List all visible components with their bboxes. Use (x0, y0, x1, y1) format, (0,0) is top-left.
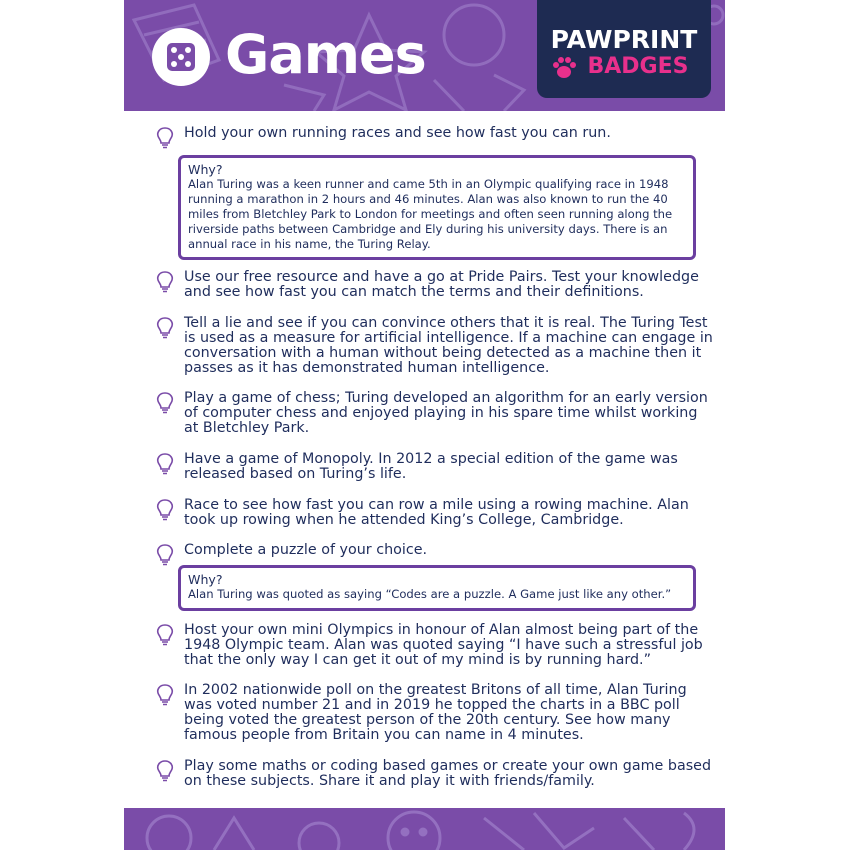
header-banner (124, 0, 725, 111)
pawprint-badges-logo (537, 0, 711, 98)
item-text: Play some maths or coding based games or create your own game based on these subjects. Share it and play it with friends/family. (184, 758, 712, 789)
item-text: Race to see how fast you can row a mile using a rowing machine. Alan took up rowing when he attended King’s College, Cambridge. (184, 497, 689, 528)
lightbulb-icon (154, 683, 176, 707)
footer-decoration (124, 808, 725, 850)
lightbulb-icon (154, 126, 176, 150)
page (124, 0, 725, 850)
logo-text-badges: BADGES (587, 54, 689, 79)
why-title: Why? (188, 162, 223, 177)
why-body: Alan Turing was a keen runner and came 5th in an Olympic qualifying race in 1948 running a marathon in 2 hours and 46 minutes. Alan was also known to run the 40 miles from Bletchley Park to London for meetings and often seen running along the riverside paths between Cambridge and Ely during his university days. There is an annual race in his name, the Turing Relay. (188, 177, 673, 251)
lightbulb-icon (154, 452, 176, 476)
lightbulb-icon (154, 498, 176, 522)
lightbulb-icon (154, 316, 176, 340)
lightbulb-icon (154, 759, 176, 783)
item-text: Complete a puzzle of your choice. (184, 542, 428, 558)
lightbulb-icon (154, 623, 176, 647)
item-text: Tell a lie and see if you can convince others that it is real. The Turing Test is used as a measure for artificial intelligence. If a machine can engage in conversation with a human without being detected as a machine then it passes as it has demonstrated human intelligence. (184, 315, 713, 376)
lightbulb-icon (154, 270, 176, 294)
footer-banner (124, 808, 725, 850)
item-text: Hold your own running races and see how fast you can run. (184, 125, 611, 141)
why-title: Why? (188, 572, 223, 587)
page-title: Games (225, 23, 426, 86)
dice-badge (152, 28, 210, 86)
item-text: Play a game of chess; Turing developed an algorithm for an early version of computer chess and enjoyed playing in his spare time whilst working at Bletchley Park. (184, 390, 708, 436)
logo-text-pawprint: PAWPRINT (550, 25, 698, 54)
item-text: In 2002 nationwide poll on the greatest Britons of all time, Alan Turing was voted number 21 and in 2019 he topped the charts in a BBC poll being voted the greatest person of the 20th century. See how many famous people from Britain you can name in 4 minutes. (184, 682, 687, 743)
why-body: Alan Turing was quoted as saying “Codes are a puzzle. A Game just like any other.” (188, 587, 672, 601)
why-box (178, 565, 696, 611)
item-text: Have a game of Monopoly. In 2012 a special edition of the game was released based on Turing’s life. (184, 451, 678, 482)
lightbulb-icon (154, 391, 176, 415)
item-text: Use our free resource and have a go at Pride Pairs. Test your knowledge and see how fast you can match the terms and their definitions. (184, 269, 699, 300)
why-box (178, 155, 696, 260)
dice-icon (152, 28, 210, 86)
item-text: Host your own mini Olympics in honour of Alan almost being part of the 1948 Olympic team. Alan was quoted saying “I have such a stressful job that the only way I can get it out of my mind is by running hard.” (184, 622, 703, 668)
lightbulb-icon (154, 543, 176, 567)
